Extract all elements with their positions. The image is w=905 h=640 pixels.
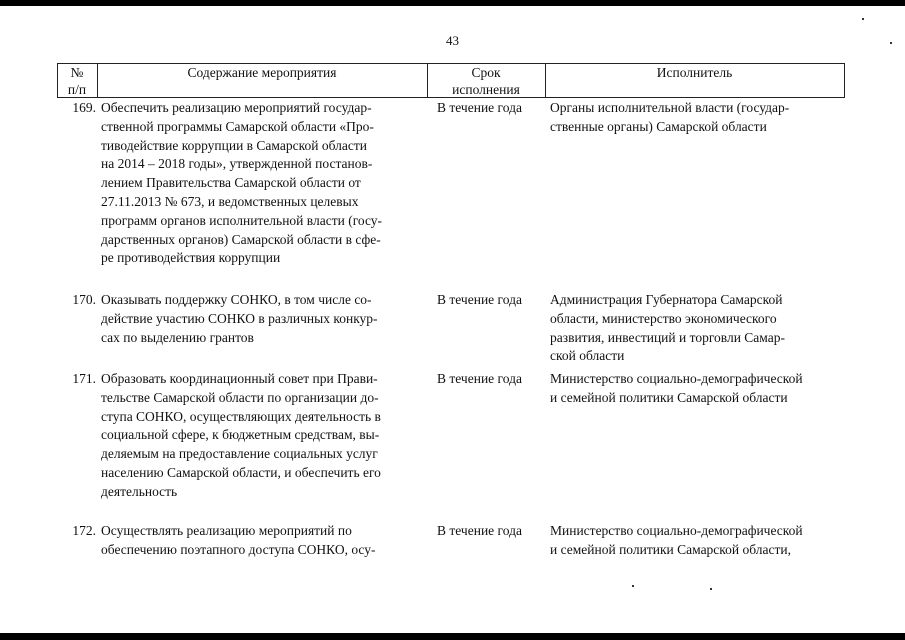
row-number: 169.: [72, 100, 96, 115]
row-content: Оказывать поддержку СОНКО, в том числе со- действие участию СОНКО в различных конкур- сах по выделению грантов: [101, 292, 378, 345]
row-term: В течение года: [437, 523, 522, 538]
scan-speck: [632, 585, 634, 587]
row-number: 172.: [72, 523, 96, 538]
header-term-line1: Срок: [471, 65, 501, 80]
header-executor: Исполнитель: [656, 65, 733, 80]
header-num: [57, 64, 97, 98]
row-content: Осуществлять реализацию мероприятий по обеспечению поэтапного доступа СОНКО, осу-: [101, 523, 376, 557]
scan-border-top: [0, 0, 905, 6]
header-num-line1: №: [70, 65, 84, 80]
row-term: В течение года: [437, 100, 522, 115]
row-content: Образовать координационный совет при Прави- тельстве Самарской области по организации до- ступа СОНКО, осуществляющих деятельность в социальной сфере, к бюджетным средствам, вы- деляемым на предоставление социальных услуг населению Самарской области, и обеспечить его деятельность: [101, 371, 381, 499]
row-executor: Администрация Губернатора Самарской области, министерство экономического развития, инвестиций и торговли Самар- ской области: [550, 292, 785, 364]
header-content: Содержание мероприятия: [187, 65, 337, 80]
scan-border-bottom: [0, 633, 905, 640]
row-number: 171.: [72, 371, 96, 386]
header-term-line2: исполнения: [452, 82, 520, 97]
scan-speck: [862, 18, 864, 20]
page-number: 43: [446, 33, 459, 48]
row-number: 170.: [72, 292, 96, 307]
row-executor: Органы исполнительной власти (государ- ственные органы) Самарской области: [550, 100, 790, 134]
row-term: В течение года: [437, 371, 522, 386]
scan-speck: [710, 588, 712, 590]
header-term: [427, 64, 545, 98]
row-content: Обеспечить реализацию мероприятий государ- ственной программы Самарской области «Про- тиводействие коррупции в Самарской области на 2014 – 2018 годы», утвержденной постанов- лением Правительства Самарской области от 27.11.2013 № 673, и ведомственных целевых программ органов исполнительной власти (госу- дарственных органов) Самарской области в сфе- ре противодействия коррупции: [101, 100, 383, 266]
row-executor: Министерство социально-демографической и семейной политики Самарской области: [550, 371, 803, 405]
row-term: В течение года: [437, 292, 522, 307]
header-num-line2: п/п: [67, 82, 87, 97]
header-divider: [844, 63, 845, 98]
row-executor: Министерство социально-демографической и семейной политики Самарской области,: [550, 523, 803, 557]
